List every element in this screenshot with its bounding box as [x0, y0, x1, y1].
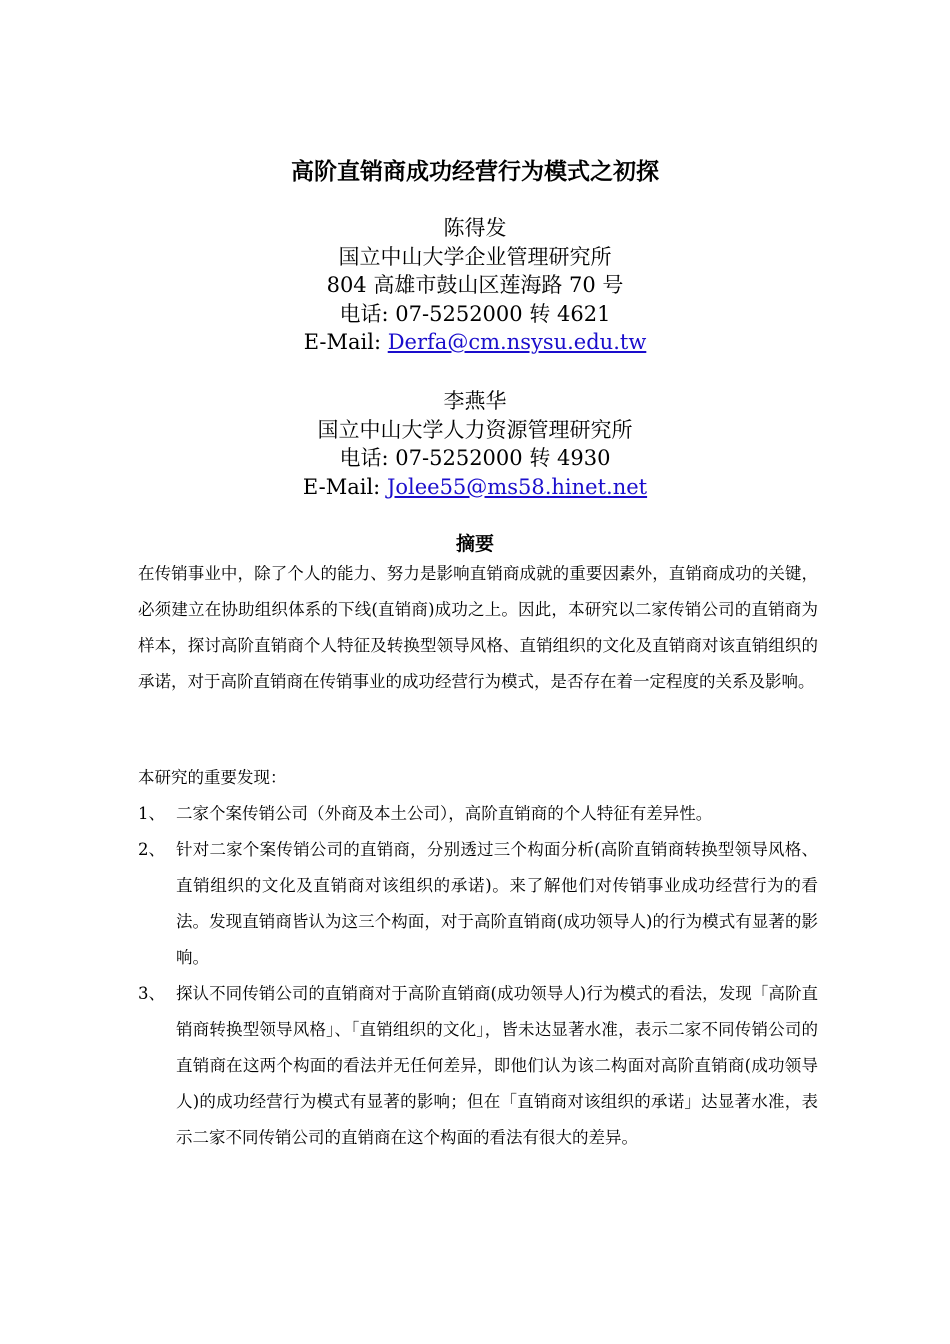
- paper-title: 高阶直销商成功经营行为模式之初探: [291, 159, 659, 185]
- author-email-line: [0, 328, 950, 357]
- finding-text: 探认不同传销公司的直销商对于高阶直销商(成功领导人)行为模式的看法，发现「高阶直销商转换型领导风格」、「直销组织的文化」，皆未达显著水准，表示二家不同传销公司的直销商在这两个构面的看法并无任何差异，即他们认为该二构面对高阶直销商(成功领导人)的成功经营行为模式有显著的影响；但在「直销商对该组织的承诺」达显著水准，表示二家不同传销公司的直销商在这个构面的看法有很大的差异。: [176, 984, 818, 1147]
- finding-item: [138, 796, 818, 832]
- email-label: E-Mail:: [302, 474, 387, 499]
- findings-list: [138, 796, 818, 1156]
- author-name: 李燕华: [443, 389, 507, 413]
- finding-item: [138, 976, 818, 1156]
- findings-intro: 本研究的重要发现：: [138, 768, 287, 787]
- author-phone: 电话: 07-5252000 转 4930: [339, 446, 611, 470]
- finding-text: 针对二家个案传销公司的直销商，分别透过三个构面分析(高阶直销商转换型领导风格、直销组织的文化及直销商对该组织的承诺)。来了解他们对传销事业成功经营行为的看法。发现直销商皆认为这三个构面，对于高阶直销商(成功领导人)的行为模式有显著的影响。: [176, 840, 818, 967]
- author-address: 804 高雄市鼓山区莲海路 70 号: [326, 273, 624, 297]
- author-affiliation: 国立中山大学企业管理研究所: [338, 244, 612, 269]
- author-phone: 电话: 07-5252000 转 4621: [339, 301, 611, 326]
- finding-text: 二家个案传销公司（外商及本土公司），高阶直销商的个人特征有差异性。: [176, 804, 713, 823]
- author-block-2: [0, 387, 950, 501]
- abstract-heading: 摘要: [455, 533, 494, 555]
- finding-item: [138, 832, 818, 976]
- abstract-paragraph: 在传销事业中，除了个人的能力、努力是影响直销商成就的重要因素外，直销商成功的关键，必须建立在协助组织体系的下线(直销商)成功之上。因此，本研究以二家传销公司的直销商为样本，探讨高阶直销商个人特征及转换型领导风格、直销组织的文化及直销商对该直销组织的承诺，对于高阶直销商在传销事业的成功经营行为模式，是否存在着一定程度的关系及影响。: [138, 564, 818, 691]
- email-label: E-Mail:: [303, 330, 388, 354]
- author-name: 陈得发: [443, 216, 507, 240]
- finding-number: 1、: [138, 804, 165, 823]
- finding-number: 2、: [138, 840, 165, 859]
- email-link[interactable]: Derfa@cm.nsysu.edu.tw: [387, 330, 647, 354]
- author-email-line: [0, 473, 950, 502]
- email-link[interactable]: Jolee55@ms58.hinet.net: [386, 474, 648, 499]
- finding-number: 3、: [138, 984, 165, 1003]
- author-block-1: [0, 214, 950, 357]
- author-affiliation: 国立中山大学人力资源管理研究所: [317, 417, 633, 442]
